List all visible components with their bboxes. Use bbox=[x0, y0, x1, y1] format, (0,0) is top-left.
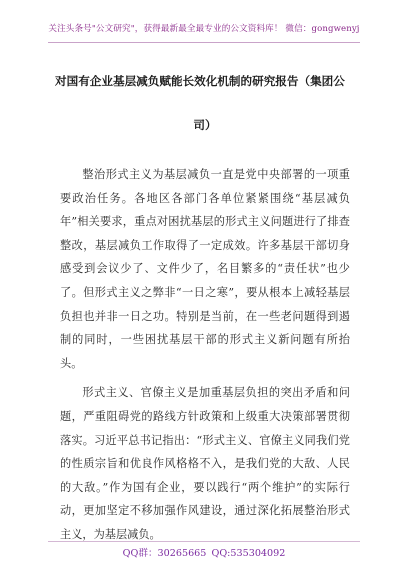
body-paragraph: 整治形式主义为基层减负一直是党中央部署的一项重要政治任务。各地区各部门各单位紧紧围绕“基层减负年”相关要求，重点对困扰基层的形式主义问题进行了排查整改，基层减负工作取得了一定成效。许多基层干部切身感受到会议少了、文件少了，名目繁多的“责任状”也少了。但形式主义之弊非“一日之寒”，要从根本上减轻基层负担也并非一日之功。特别是当前，在一些老问题得到遏制的同时，一些困扰基层干部的形式主义新问题有所抬头。 bbox=[60, 168, 350, 370]
footer-divider bbox=[48, 541, 360, 542]
document-title-line-1: 对国有企业基层减负赋能长效化机制的研究报告（集团公 bbox=[55, 74, 345, 88]
page-header-banner: 关注头条号"公文研究"，获得最新最全最专业的公文资料库！ 微信：gongwenyj bbox=[48, 24, 360, 34]
document-body bbox=[60, 163, 350, 553]
body-paragraph: 形式主义、官僚主义是加重基层负担的突出矛盾和问题，严重阻碍党的路线方针政策和上级重大决策部署贯彻落实。习近平总书记指出：“形式主义、官僚主义同我们党的性质宗旨和优良作风格格不入，是我们党的大敌、人民的大敌。”作为国有企业，要以践行“两个维护”的实际行动，更加坚定不移加强作风建设，通过深化拓展整治形式主义，为基层减负。 bbox=[60, 386, 350, 541]
document-title-line-2: 司） bbox=[193, 118, 217, 132]
document-title bbox=[55, 67, 355, 139]
page-footer bbox=[0, 545, 408, 559]
footer-qq: QQ:535304092 bbox=[211, 548, 286, 559]
header-divider bbox=[48, 42, 360, 43]
footer-qq-group: QQ群：30265665 bbox=[122, 548, 207, 559]
